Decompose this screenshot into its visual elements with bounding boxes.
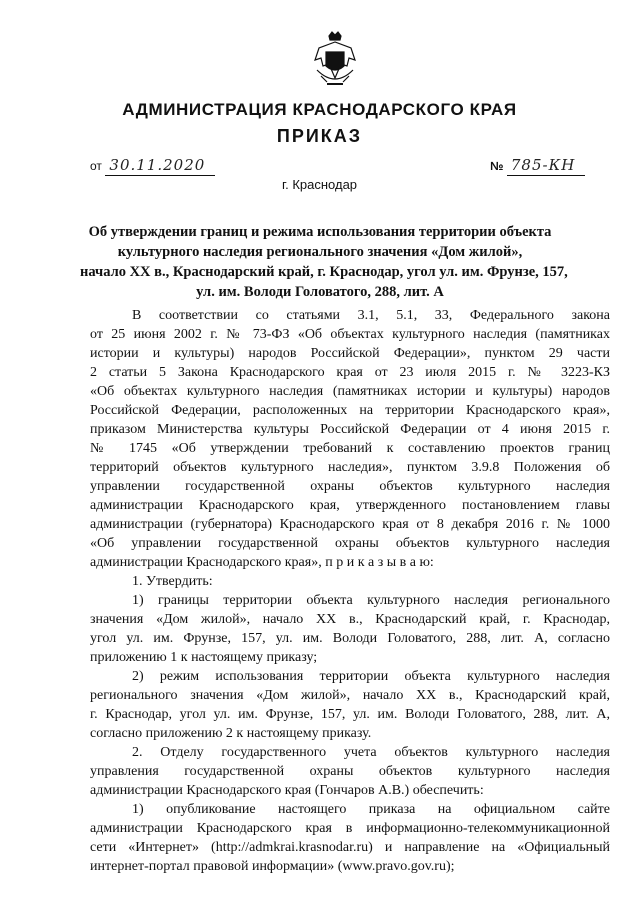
body-line: приказом Министерства культуры Российской Федерации от 4 июня 2015 г. [90, 422, 610, 437]
organization-name: АДМИНИСТРАЦИЯ КРАСНОДАРСКОГО КРАЯ [122, 100, 517, 119]
coat-of-arms-emblem [309, 30, 361, 90]
body-line: сети «Интернет» (http://admkrai.krasnodar.ru) и направление на «Официальный [90, 840, 610, 855]
number-value: 785-КН [507, 156, 585, 176]
city-name: г. Краснодар [281, 177, 358, 192]
document-body [90, 306, 610, 876]
body-line: В соответствии со статьями 3.1, 5.1, 33, Федерального закона [132, 308, 610, 323]
body-line: приложению 1 к настоящему приказу; [90, 650, 318, 665]
body-line: управлении государственной охраны объектов культурного наследия [90, 479, 610, 494]
date-field [90, 156, 215, 176]
body-line: 2. Отделу государственного учета объектов культурного наследия [132, 745, 610, 760]
body-line: администрации Краснодарского края», п р и к а з ы в а ю: [90, 555, 434, 570]
body-line: администрации Краснодарского края в информационно-телекоммуникационной [90, 821, 610, 836]
title-line: Об утверждении границ и режима использования территории объекта [88, 224, 552, 240]
body-line: 2 статьи 5 Закона Краснодарского края от 23 июля 2015 г. № 3223-КЗ [90, 365, 610, 380]
body-line: администрации (губернатора) Краснодарского края от 8 декабря 2016 г. № 1000 [90, 517, 610, 532]
body-line: согласно приложению 2 к настоящему приказу. [90, 726, 372, 741]
body-line: «Об объектах культурного наследия (памятниках истории и культуры) народов [90, 384, 610, 399]
title-line: ул. им. Володи Головатого, 288, лит. А [196, 284, 444, 300]
body-line: администрации Краснодарского края, утвержденного постановлением главы [90, 498, 610, 513]
body-line: г. Краснодар, угол ул. им. Фрунзе, 157, ул. им. Володи Головатого, 288, лит. А, [90, 707, 610, 722]
body-line: интернет-портал правовой информации» (www.pravo.gov.ru); [90, 859, 455, 874]
title-line: культурного наследия регионального значения «Дом жилой», [117, 244, 523, 260]
number-label: № [490, 159, 504, 173]
body-line: управления государственной охраны объектов культурного наследия [90, 764, 610, 779]
document-type: ПРИКАЗ [276, 126, 363, 146]
body-line: регионального значения «Дом жилой», начало XX в., Краснодарский край, [90, 688, 610, 703]
body-line: истории и культуры) народов Российской Федерации», пунктом 29 части [90, 346, 610, 361]
date-label: от [90, 159, 102, 173]
body-line: 1) границы территории объекта культурного наследия регионального [132, 593, 610, 608]
number-field [490, 156, 585, 176]
body-line: значения «Дом жилой», начало XX в., Краснодарский край, г. Краснодар, [90, 612, 610, 627]
body-line: 1) опубликование настоящего приказа на официальном сайте [132, 802, 610, 817]
body-line: администрации Краснодарского края (Гончаров А.В.) обеспечить: [90, 783, 484, 798]
body-line: территорий объектов культурного наследия», пунктом 3.9.8 Положения об [90, 460, 610, 475]
body-line: 1. Утвердить: [132, 574, 213, 589]
date-value: 30.11.2020 [105, 156, 215, 176]
document-title [80, 222, 568, 302]
title-line: начало XX в., Краснодарский край, г. Краснодар, угол ул. им. Фрунзе, 157, [80, 264, 568, 280]
body-line: угол ул. им. Фрунзе, 157, ул. им. Володи Головатого, 288, лит. А, согласно [90, 631, 610, 646]
body-line: 2) режим использования территории объекта культурного наследия [132, 669, 610, 684]
body-line: от 25 июня 2002 г. № 73-ФЗ «Об объектах культурного наследия (памятниках [90, 327, 610, 342]
body-line: № 1745 «Об утверждении требований к составлению проектов границ [90, 441, 610, 456]
body-line: Российской Федерации, расположенных на территории Краснодарского края», [90, 403, 610, 418]
body-line: «Об управлении государственной охраны объектов культурного наследия [90, 536, 610, 551]
